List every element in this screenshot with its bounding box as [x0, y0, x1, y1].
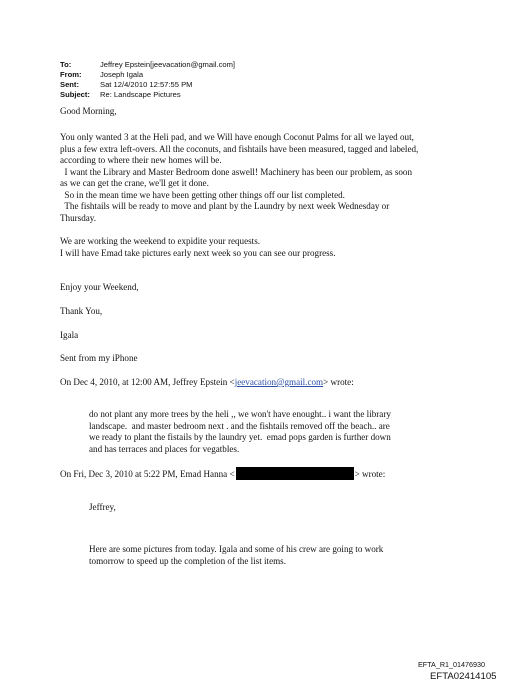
sent-from-device: Sent from my iPhone	[60, 353, 138, 363]
from-value: Joseph Igala	[100, 70, 144, 79]
quote2-greeting: Jeffrey,	[89, 502, 116, 512]
paragraph-2	[60, 236, 460, 259]
email-link[interactable]: jeevacation@gmail.com	[234, 377, 324, 387]
quote2-body	[89, 544, 383, 567]
quote-line: tomorrow to speed up the completion of the list items.	[89, 555, 286, 566]
paragraph-line: The fishtails will be ready to move and plant by the Laundry by next week Wednesday or	[60, 201, 390, 211]
paragraph-1	[60, 132, 460, 224]
to-label: To:	[60, 60, 72, 69]
bates-number-large: EFTA02414105	[430, 671, 497, 682]
quote-line: Here are some pictures from today. Igala and some of his crew are going to work	[89, 544, 384, 554]
closing-thanks: Thank You,	[60, 306, 103, 316]
quote1-suffix: > wrote:	[323, 377, 354, 387]
to-value: Jeffrey Epstein[jeevacation@gmail.com]	[100, 60, 236, 69]
quote2-attribution	[60, 467, 460, 481]
subject-value: Re: Landscape Pictures	[100, 90, 181, 99]
greeting: Good Morning,	[60, 106, 117, 116]
paragraph-line: I will have Emad take pictures early next week so you can see our progress.	[60, 247, 336, 258]
paragraph-line: So in the mean time we have been getting other things off our list completed.	[60, 189, 345, 200]
quote1-attribution	[60, 377, 460, 389]
subject-label: Subject:	[60, 90, 90, 99]
paragraph-line: Thursday.	[60, 212, 97, 223]
header-sent-row	[60, 80, 235, 90]
signature-name: Igala	[60, 330, 79, 340]
bates-number-small: EFTA_R1_01476930	[418, 660, 485, 669]
redaction-box	[236, 467, 354, 480]
paragraph-line: You only wanted 3 at the Heli pad, and we Will have enough Coconut Palms for all we layed out,	[60, 132, 414, 142]
sent-label: Sent:	[60, 80, 79, 89]
paragraph-line: I want the Library and Master Bedroom done aswell! Machinery has been our problem, as soon	[60, 166, 413, 177]
quote2-prefix: On Fri, Dec 3, 2010 at 5:22 PM, Emad Hanna <	[60, 469, 235, 479]
quote-line: and has terraces and places for vegatbles.	[89, 443, 240, 454]
paragraph-line: as we can get the crane, we'll get it done.	[60, 178, 209, 188]
from-label: From:	[60, 70, 82, 79]
quote2-suffix: > wrote:	[354, 469, 386, 479]
sent-value: Sat 12/4/2010 12:57:55 PM	[100, 80, 193, 89]
paragraph-line: according to where their new homes will be.	[60, 155, 222, 165]
quote-line: we ready to plant the fistails by the laundry yet. emad pops garden is further down	[89, 432, 391, 442]
header-to-row	[60, 60, 235, 70]
email-header	[60, 60, 235, 100]
paragraph-line: We are working the weekend to expidite your requests.	[60, 236, 261, 246]
quote-line: do not plant any more trees by the heli ,, we won't have enought.. i want the library	[89, 409, 391, 419]
paragraph-line: plus a few extra left-overs. All the coconuts, and fishtails have been measured, tagged and labeled,	[60, 143, 419, 154]
quote-line: landscape. and master bedroom next . and the fishtails removed off the beach.. are	[89, 420, 390, 431]
closing-enjoy: Enjoy your Weekend,	[60, 282, 139, 292]
quote1-prefix: On Dec 4, 2010, at 12:00 AM, Jeffrey Epstein <	[60, 377, 235, 387]
header-from-row	[60, 70, 235, 80]
quote1-body	[89, 409, 391, 455]
header-subject-row	[60, 90, 235, 100]
